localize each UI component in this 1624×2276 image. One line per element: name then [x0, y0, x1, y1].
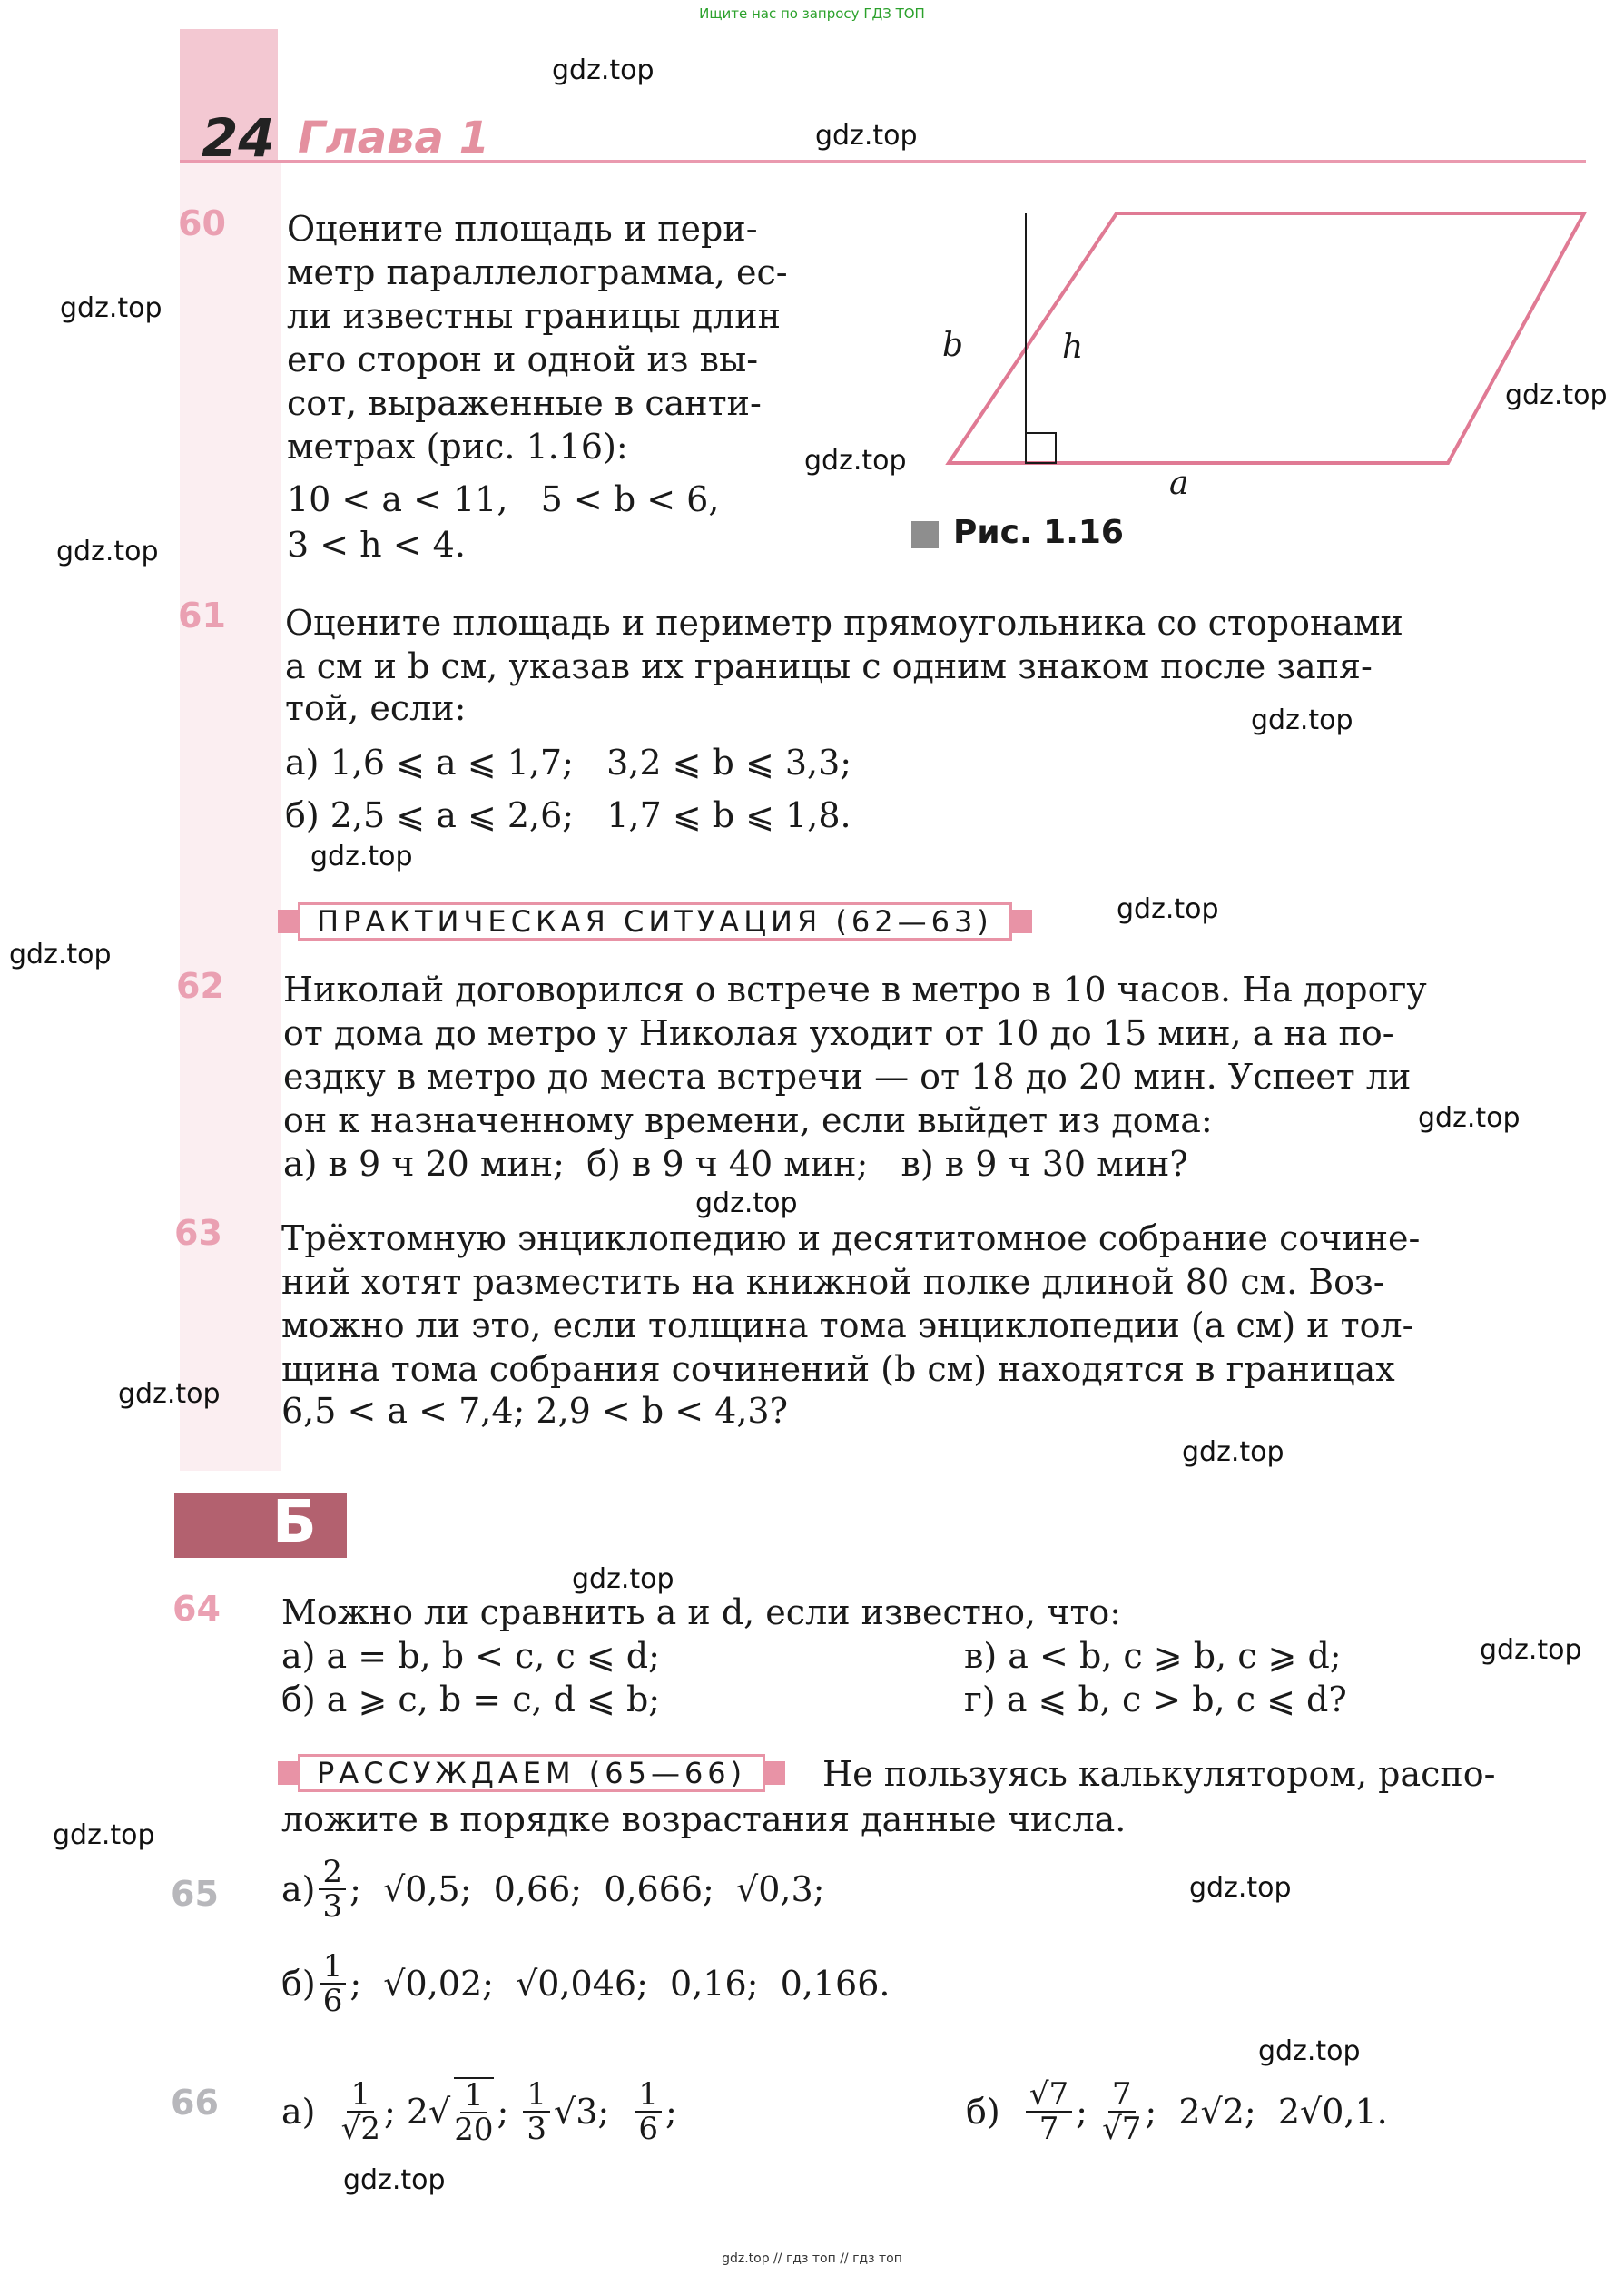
bottom-note: gdz.top // гдз топ // гдз топ: [722, 2251, 902, 2266]
fraction: [635, 2078, 662, 2145]
exercise-61-line: б) 2,5 ⩽ a ⩽ 2,6; 1,7 ⩽ b ⩽ 1,8.: [285, 795, 851, 835]
denominator: 3: [322, 1888, 343, 1925]
item-label: а): [281, 1869, 316, 1909]
denominator: √7: [1102, 2111, 1142, 2147]
figure-label-b: b: [942, 327, 964, 364]
separator: ;: [497, 2092, 520, 2132]
chapter-title: Глава 1: [298, 113, 490, 163]
exercise-60-line: 3 < h < 4.: [287, 525, 466, 565]
section-b-block: [174, 1493, 347, 1558]
separator: ;: [1076, 2092, 1099, 2132]
exercise-60-line: метр параллелограмма, ес-: [287, 252, 788, 292]
exercise-number-66: 66: [171, 2083, 219, 2123]
numerator: 1: [460, 2079, 487, 2113]
watermark: gdz.top: [56, 536, 159, 567]
banner-left-marker: [278, 1761, 298, 1785]
item-label: б): [281, 1964, 316, 2004]
exercise-64-item-g: г) a ⩽ b, c > b, c ⩽ d?: [964, 1680, 1347, 1719]
watermark: gdz.top: [572, 1563, 674, 1595]
top-note: Ищите нас по запросу ГДЗ ТОП: [699, 5, 925, 22]
page-number: 24: [202, 107, 275, 169]
exercise-64-item-v: в) a < b, c ⩾ b, c ⩾ d;: [964, 1636, 1342, 1676]
watermark: gdz.top: [118, 1378, 221, 1410]
watermark: gdz.top: [53, 1819, 155, 1851]
figure-caption: Рис. 1.16: [953, 514, 1124, 551]
fraction: [1102, 2078, 1141, 2145]
banner-reasoning: [278, 1754, 785, 1792]
exercise-63-line: ний хотят разместить на книжной полке длиной 80 см. Воз-: [281, 1262, 1385, 1302]
banner-right-marker: [1012, 910, 1032, 933]
watermark: gdz.top: [1505, 379, 1608, 411]
watermark: gdz.top: [9, 939, 112, 971]
exercise-65-intro: ложите в порядке возрастания данные числа.: [281, 1799, 1127, 1839]
watermark: gdz.top: [804, 445, 907, 477]
watermark: gdz.top: [310, 841, 413, 872]
exercise-62-line: он к назначенному времени, если выйдет из дома:: [283, 1100, 1213, 1140]
exercise-64-item-a: а) a = b, b < c, c ⩽ d;: [281, 1636, 660, 1676]
exercise-60-line: Оцените площадь и пери-: [287, 209, 758, 249]
exercise-number-65: 65: [171, 1874, 219, 1914]
exercise-number-60: 60: [178, 203, 226, 243]
watermark: gdz.top: [1418, 1102, 1521, 1134]
item-label: а): [281, 2092, 316, 2132]
exercise-65-item-b: [281, 1950, 891, 2017]
item-rest: ; √0,02; √0,046; 0,16; 0,166.: [349, 1964, 891, 2004]
exercise-60-line: 10 < a < 11, 5 < b < 6,: [287, 479, 720, 519]
exercise-60-line: его сторон и одной из вы-: [287, 340, 759, 379]
exercise-61-line: а) 1,6 ⩽ a ⩽ 1,7; 3,2 ⩽ b ⩽ 3,3;: [285, 743, 852, 783]
watermark: gdz.top: [1251, 704, 1353, 736]
exercise-64-item-b: б) a ⩾ c, b = c, d ⩽ b;: [281, 1680, 661, 1719]
numerator: 1: [347, 2078, 374, 2113]
figure-caption-marker: [911, 521, 939, 548]
section-b-letter: Б: [272, 1489, 317, 1556]
denominator: 3: [527, 2111, 547, 2147]
exercise-62-line: а) в 9 ч 20 мин; б) в 9 ч 40 мин; в) в 9 ч 30 мин?: [283, 1144, 1188, 1184]
watermark: gdz.top: [1258, 2035, 1361, 2067]
separator: ;: [665, 2092, 677, 2132]
watermark: gdz.top: [1480, 1634, 1582, 1666]
exercise-number-63: 63: [174, 1213, 222, 1253]
banner-practical-situation: [278, 902, 1032, 941]
exercise-62-line: от дома до метро у Николая уходит от 10 до 15 мин, а на по-: [283, 1013, 1394, 1053]
exercise-62-line: Николай договорился о встрече в метро в 10 часов. На дорогу: [283, 970, 1427, 1010]
exercise-66-item-a: [281, 2068, 677, 2155]
separator: ;: [383, 2092, 407, 2132]
fraction: [454, 2077, 493, 2146]
denominator: 6: [322, 1983, 343, 2019]
exercise-66-item-b: [966, 2068, 1388, 2155]
fraction: [319, 1856, 346, 1923]
exercise-64-intro: Можно ли сравнить a и d, если известно, что:: [281, 1592, 1122, 1632]
denominator: 20: [454, 2112, 494, 2148]
left-margin-band: [180, 163, 281, 1471]
exercise-number-61: 61: [178, 596, 226, 636]
figure-label-a: a: [1169, 465, 1189, 502]
numerator: 1: [320, 1950, 347, 1985]
banner-text: РАССУЖДАЕМ (65—66): [298, 1754, 765, 1792]
exercise-60-line: сот, выраженные в санти-: [287, 383, 762, 423]
exercise-65-intro: Не пользуясь калькулятором, распо-: [822, 1754, 1496, 1794]
figure-label-h: h: [1062, 329, 1084, 366]
watermark: gdz.top: [815, 120, 918, 152]
fraction: [341, 2078, 380, 2145]
fraction: [320, 1950, 347, 2017]
exercise-61-line: той, если:: [285, 688, 467, 728]
watermark: gdz.top: [1182, 1436, 1284, 1468]
numerator: 1: [635, 2078, 662, 2113]
radical-prefix: 2√: [406, 2092, 451, 2132]
watermark: gdz.top: [695, 1187, 798, 1219]
exercise-63-line: 6,5 < a < 7,4; 2,9 < b < 4,3?: [281, 1391, 788, 1431]
exercise-number-62: 62: [176, 966, 224, 1006]
exercise-61-line: Оцените площадь и периметр прямоугольника со сторонами: [285, 603, 1403, 643]
exercise-62-line: ездку в метро до места встречи — от 18 до 20 мин. Успеет ли: [283, 1057, 1412, 1097]
item-label: б): [966, 2092, 1000, 2132]
item-rest: ; 2√2; 2√0,1.: [1145, 2092, 1388, 2132]
exercise-number-64: 64: [172, 1589, 221, 1629]
denominator: 7: [1038, 2111, 1059, 2147]
watermark: gdz.top: [552, 54, 655, 86]
banner-right-marker: [765, 1761, 785, 1785]
item-rest: ; √0,5; 0,66; 0,666; √0,3;: [349, 1869, 825, 1909]
numerator: 7: [1108, 2078, 1136, 2113]
watermark: gdz.top: [343, 2164, 446, 2196]
fraction: [523, 2078, 550, 2145]
radical-tail: √3;: [554, 2092, 610, 2132]
watermark: gdz.top: [60, 292, 162, 324]
numerator: √7: [1026, 2078, 1072, 2113]
numerator: 1: [523, 2078, 550, 2113]
exercise-60-line: ли известны границы длин: [287, 296, 781, 336]
exercise-60-line: метрах (рис. 1.16):: [287, 427, 628, 467]
exercise-61-line: a см и b см, указав их границы с одним знаком после запя-: [285, 646, 1373, 686]
exercise-63-line: можно ли это, если толщина тома энциклопедии (a см) и тол-: [281, 1305, 1414, 1345]
fraction: [1026, 2078, 1072, 2145]
exercise-65-item-a: [281, 1856, 824, 1923]
denominator: 6: [638, 2111, 659, 2147]
denominator: √2: [340, 2111, 380, 2147]
exercise-63-line: щина тома собрания сочинений (b см) находятся в границах: [281, 1349, 1395, 1389]
numerator: 2: [319, 1856, 346, 1890]
watermark: gdz.top: [1189, 1872, 1292, 1904]
banner-left-marker: [278, 910, 298, 933]
parallelogram-figure: [908, 204, 1598, 531]
banner-text: ПРАКТИЧЕСКАЯ СИТУАЦИЯ (62—63): [298, 902, 1012, 941]
watermark: gdz.top: [1117, 893, 1219, 925]
exercise-63-line: Трёхтомную энциклопедию и десятитомное собрание сочине-: [281, 1218, 1421, 1258]
